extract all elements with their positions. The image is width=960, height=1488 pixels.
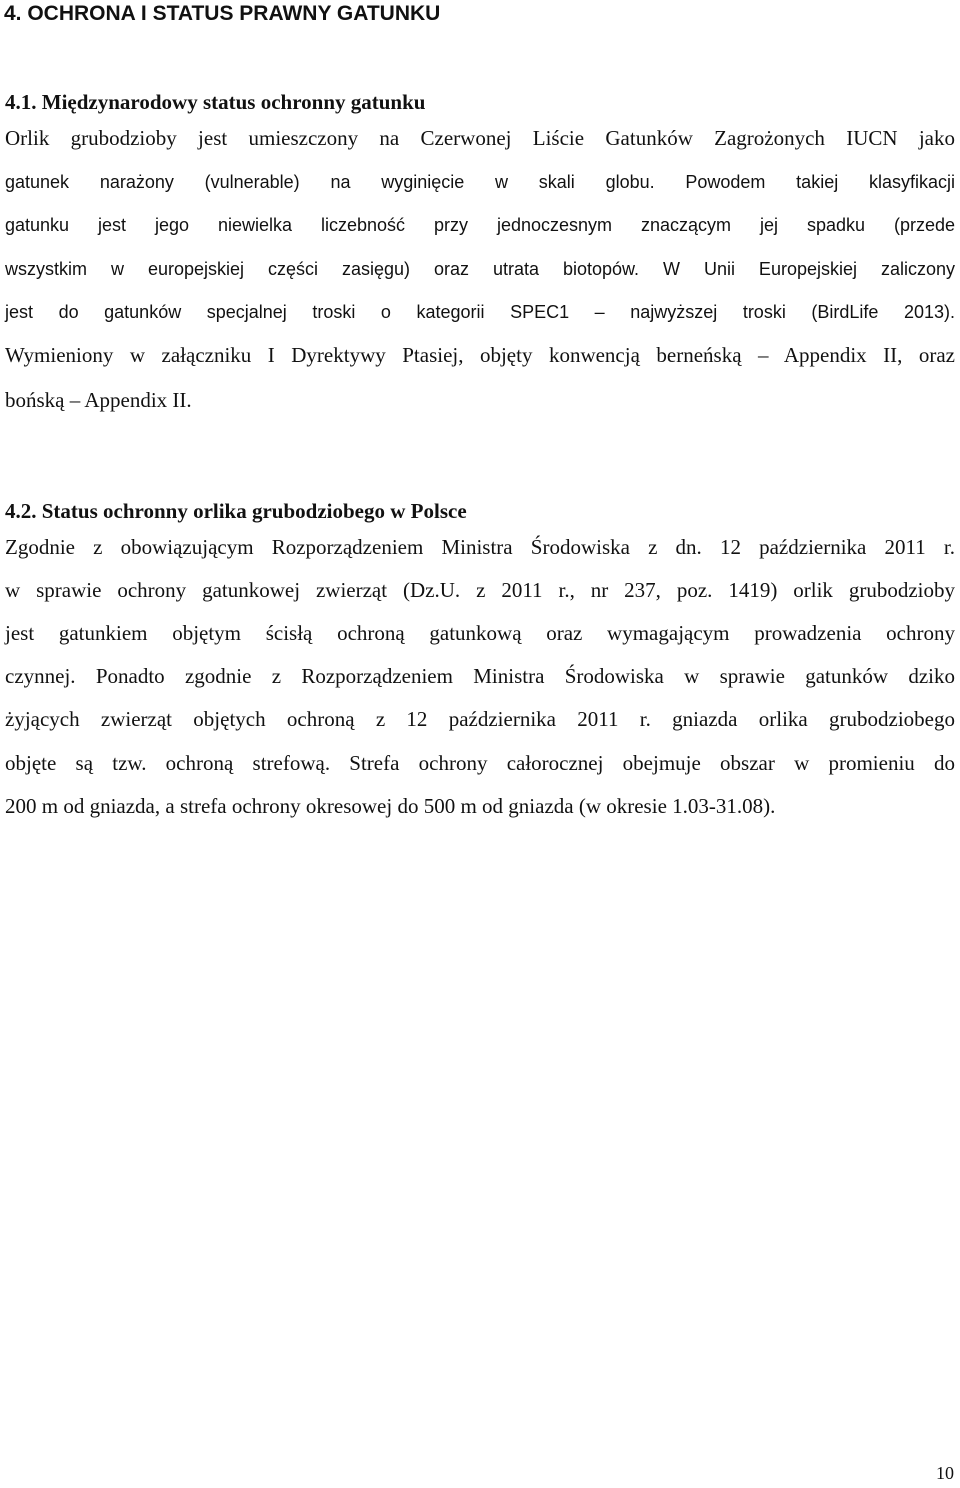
paragraph-line: Zgodnie z obowiązującym Rozporządzeniem Ministra Środowiska z dn. 12 października 2011 r. [5, 535, 955, 559]
section-heading: 4.1. Międzynarodowy status ochronny gatunku [5, 90, 426, 114]
section-heading: 4.2. Status ochronny orlika grubodziobego w Polsce [5, 499, 467, 523]
paragraph-line: Orlik grubodzioby jest umieszczony na Czerwonej Liście Gatunków Zagrożonych IUCN jako [5, 126, 955, 150]
paragraph-line: w sprawie ochrony gatunkowej zwierząt (Dz.U. z 2011 r., nr 237, poz. 1419) orlik grubodzioby [5, 578, 955, 602]
paragraph-line: 200 m od gniazda, a strefa ochrony okresowej do 500 m od gniazda (w okresie 1.03-31.08). [5, 794, 776, 818]
paragraph-line: wszystkim w europejskiej części zasięgu) oraz utrata biotopów. W Unii Europejskiej zaliczony [5, 259, 955, 279]
paragraph-line: czynnej. Ponadto zgodnie z Rozporządzeniem Ministra Środowiska w sprawie gatunków dziko [5, 664, 955, 688]
paragraph-line: żyjących zwierząt objętych ochroną z 12 października 2011 r. gniazda orlika grubodziobego [5, 707, 955, 731]
paragraph-line: gatunku jest jego niewielka liczebność przy jednoczesnym znaczącym jej spadku (przede [5, 215, 955, 235]
paragraph-line: gatunek narażony (vulnerable) na wyginięcie w skali globu. Powodem takiej klasyfikacji [5, 172, 955, 192]
paragraph-line: jest gatunkiem objętym ścisłą ochroną gatunkową oraz wymagającym prowadzenia ochrony [5, 621, 955, 645]
paragraph-line: jest do gatunków specjalnej troski o kategorii SPEC1 – najwyższej troski (BirdLife 2013). [5, 302, 955, 322]
paragraph-line: objęte są tzw. ochroną strefową. Strefa ochrony całorocznej obejmuje obszar w promieniu do [5, 751, 955, 775]
chapter-title: 4. OCHRONA I STATUS PRAWNY GATUNKU [4, 2, 441, 25]
page-number: 10 [936, 1463, 954, 1483]
paragraph-line: bońską – Appendix II. [5, 388, 192, 412]
paragraph-line: Wymieniony w załączniku I Dyrektywy Ptasiej, objęty konwencją berneńską – Appendix II, oraz [5, 343, 955, 367]
